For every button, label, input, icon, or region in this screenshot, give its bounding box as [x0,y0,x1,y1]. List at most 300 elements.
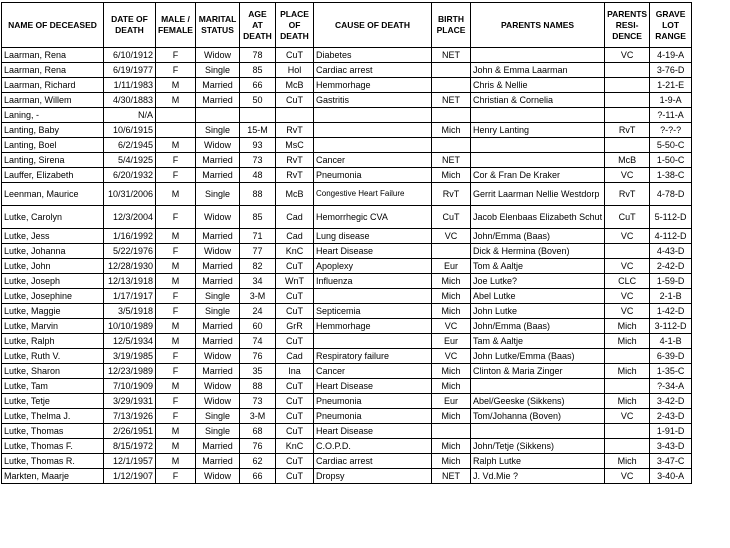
cell-parents [471,153,605,168]
cell-birth: NET [432,153,471,168]
cell-age: 62 [240,454,276,469]
cell-date: 1/16/1992 [104,229,156,244]
cell-age: 34 [240,274,276,289]
cell-birth: NET [432,48,471,63]
header-marital: MARITAL STATUS [196,3,240,48]
cell-residence: Mich [605,394,650,409]
cell-place: CuT [276,93,314,108]
cell-date: N/A [104,108,156,123]
cell-place: McB [276,183,314,206]
cell-marital: Widow [196,48,240,63]
cell-sex [156,123,196,138]
cell-date: 12/1/1957 [104,454,156,469]
cell-grave: 4-1-B [650,334,692,349]
cell-birth: RvT [432,183,471,206]
cell-cause: C.O.P.D. [314,439,432,454]
cell-birth [432,78,471,93]
cell-birth [432,138,471,153]
cell-sex: M [156,138,196,153]
cell-parents [471,379,605,394]
cell-cause [314,123,432,138]
table-row [2,168,692,183]
cell-grave: 4-43-D [650,244,692,259]
cell-marital: Married [196,334,240,349]
cell-place: CuT [276,334,314,349]
cell-cause: Pneumonia [314,394,432,409]
cell-marital: Married [196,439,240,454]
cell-age: 76 [240,439,276,454]
cell-marital: Widow [196,138,240,153]
cell-grave: 2-42-D [650,259,692,274]
cell-residence: VC [605,168,650,183]
cell-residence: Mich [605,319,650,334]
cell-sex: F [156,409,196,424]
cell-cause: Congestive Heart Failure [314,183,432,206]
cell-age: 73 [240,394,276,409]
cell-sex: F [156,289,196,304]
cell-name: Lutke, Thomas R. [2,454,104,469]
cell-name: Lutke, Thelma J. [2,409,104,424]
cell-grave: 1-21-E [650,78,692,93]
cell-date: 2/26/1951 [104,424,156,439]
cell-place: CuT [276,289,314,304]
cell-age: 66 [240,469,276,484]
cell-date: 10/31/2006 [104,183,156,206]
cell-marital [196,108,240,123]
cell-birth: Eur [432,334,471,349]
cell-place: RvT [276,153,314,168]
cell-residence: VC [605,304,650,319]
cell-place: CuT [276,379,314,394]
cell-residence [605,93,650,108]
header-row [2,3,692,48]
cell-place: RvT [276,168,314,183]
cell-marital: Married [196,259,240,274]
cell-residence: CLC [605,274,650,289]
cell-birth: Mich [432,409,471,424]
cell-residence [605,244,650,259]
cell-grave: 1-50-C [650,153,692,168]
table-row [2,394,692,409]
cell-residence [605,349,650,364]
cell-date: 10/6/1915 [104,123,156,138]
cell-sex: M [156,379,196,394]
cell-cause: Dropsy [314,469,432,484]
table-row [2,379,692,394]
table-row [2,469,692,484]
cell-grave: 3-47-C [650,454,692,469]
cell-parents: Jacob Elenbaas Elizabeth Schut [471,206,605,229]
cell-place: Hol [276,63,314,78]
table-row [2,123,692,138]
cell-age: 3-M [240,409,276,424]
cell-birth: Mich [432,304,471,319]
cell-place: RvT [276,123,314,138]
table-row [2,259,692,274]
cell-sex: F [156,394,196,409]
cell-sex: F [156,48,196,63]
header-grave: GRAVE LOT RANGE [650,3,692,48]
cell-residence [605,63,650,78]
cell-grave: 5-112-D [650,206,692,229]
cell-grave: 1-59-D [650,274,692,289]
cell-sex: F [156,469,196,484]
cell-parents: Tom/Johanna (Boven) [471,409,605,424]
header-sex: MALE / FEMALE [156,3,196,48]
cell-date: 7/13/1926 [104,409,156,424]
cell-marital: Single [196,123,240,138]
cell-cause: Apoplexy [314,259,432,274]
cell-name: Lutke, Johanna [2,244,104,259]
cell-age: 88 [240,183,276,206]
cell-age: 66 [240,78,276,93]
cell-cause: Influenza [314,274,432,289]
cell-parents: Tom & Aaltje [471,259,605,274]
cell-age: 82 [240,259,276,274]
cell-cause [314,138,432,153]
cell-age: 77 [240,244,276,259]
cell-birth: NET [432,469,471,484]
cell-birth: Eur [432,394,471,409]
cell-parents [471,48,605,63]
table-row [2,439,692,454]
cell-parents: Clinton & Maria Zinger [471,364,605,379]
cell-sex: F [156,63,196,78]
cell-age: 35 [240,364,276,379]
cell-age: 24 [240,304,276,319]
table-row [2,274,692,289]
cell-birth: Mich [432,168,471,183]
cell-parents: John/Emma (Baas) [471,319,605,334]
cell-marital: Single [196,424,240,439]
cell-age: 74 [240,334,276,349]
cell-marital: Widow [196,244,240,259]
cell-sex: M [156,424,196,439]
cell-residence: CuT [605,206,650,229]
cell-place: CuT [276,259,314,274]
cell-residence: VC [605,409,650,424]
cell-place: WnT [276,274,314,289]
cell-birth: Mich [432,439,471,454]
cell-grave: 6-39-D [650,349,692,364]
cell-age: 85 [240,63,276,78]
cell-cause: Heart Disease [314,244,432,259]
cell-name: Leenman, Maurice [2,183,104,206]
cell-sex: F [156,153,196,168]
cell-residence [605,138,650,153]
cell-sex: M [156,229,196,244]
cell-sex: M [156,78,196,93]
cell-age: 60 [240,319,276,334]
cell-birth: Mich [432,364,471,379]
cell-birth: VC [432,319,471,334]
records-body [2,48,692,484]
cell-grave: 3-40-A [650,469,692,484]
cell-marital: Single [196,183,240,206]
cell-sex: M [156,259,196,274]
table-row [2,93,692,108]
cell-date: 12/28/1930 [104,259,156,274]
cell-grave: 1-38-C [650,168,692,183]
table-row [2,138,692,153]
cell-name: Lutke, Joseph [2,274,104,289]
cell-date: 12/5/1934 [104,334,156,349]
cell-name: Lutke, Ralph [2,334,104,349]
table-row [2,304,692,319]
header-parents: PARENTS NAMES [471,3,605,48]
cell-name: Lanting, Sirena [2,153,104,168]
cell-residence: VC [605,229,650,244]
cell-marital: Married [196,274,240,289]
cell-residence [605,424,650,439]
cell-place: Ina [276,364,314,379]
cell-name: Lauffer, Elizabeth [2,168,104,183]
cell-sex: F [156,168,196,183]
cell-place: Cad [276,229,314,244]
cell-place: KnC [276,439,314,454]
cell-parents: Joe Lutke? [471,274,605,289]
cell-place: KnC [276,244,314,259]
cell-birth: VC [432,349,471,364]
cell-parents [471,108,605,123]
table-row [2,244,692,259]
cell-name: Lutke, Thomas F. [2,439,104,454]
cell-name: Lutke, Marvin [2,319,104,334]
cell-date: 6/20/1932 [104,168,156,183]
table-row [2,349,692,364]
cell-sex: F [156,244,196,259]
cell-marital: Married [196,229,240,244]
cell-sex: F [156,364,196,379]
table-row [2,424,692,439]
cell-marital: Married [196,319,240,334]
cell-marital: Single [196,289,240,304]
cell-date: 1/12/1907 [104,469,156,484]
cell-residence: RvT [605,123,650,138]
cell-residence: VC [605,289,650,304]
cell-grave: 4-19-A [650,48,692,63]
cell-marital: Single [196,304,240,319]
cell-place: Cad [276,349,314,364]
cell-date: 4/30/1883 [104,93,156,108]
cell-grave: 1-9-A [650,93,692,108]
cell-birth [432,424,471,439]
cell-grave: 1-35-C [650,364,692,379]
cell-residence [605,379,650,394]
cell-marital: Married [196,364,240,379]
cell-age: 88 [240,379,276,394]
cell-sex: M [156,334,196,349]
cell-name: Laning, - [2,108,104,123]
cell-date: 10/10/1989 [104,319,156,334]
cell-parents [471,424,605,439]
header-cause: CAUSE OF DEATH [314,3,432,48]
cell-name: Laarman, Rena [2,63,104,78]
cell-grave: 4-78-D [650,183,692,206]
cell-name: Lutke, Ruth V. [2,349,104,364]
cell-age: 85 [240,206,276,229]
cell-age: 3-M [240,289,276,304]
cell-birth: Mich [432,123,471,138]
cell-grave: 1-91-D [650,424,692,439]
cell-cause: Gastritis [314,93,432,108]
cell-name: Lanting, Boel [2,138,104,153]
cell-birth: Mich [432,274,471,289]
cell-grave: ?-34-A [650,379,692,394]
cell-date: 1/11/1983 [104,78,156,93]
cell-cause: Hemorrhegic CVA [314,206,432,229]
cell-cause: Cardiac arrest [314,63,432,78]
cell-name: Lutke, Carolyn [2,206,104,229]
cell-cause: Diabetes [314,48,432,63]
cell-parents: Dick & Hermina (Boven) [471,244,605,259]
cell-cause: Lung disease [314,229,432,244]
cell-date: 5/4/1925 [104,153,156,168]
cell-name: Lutke, Maggie [2,304,104,319]
cell-date: 3/29/1931 [104,394,156,409]
cell-name: Lutke, Sharon [2,364,104,379]
cell-place: MsC [276,138,314,153]
cell-age: 15-M [240,123,276,138]
cell-birth: Mich [432,454,471,469]
cell-sex: M [156,93,196,108]
cell-parents: Henry Lanting [471,123,605,138]
cell-cause: Hemmorhage [314,78,432,93]
cell-date: 5/22/1976 [104,244,156,259]
cell-name: Lutke, Tetje [2,394,104,409]
cell-cause: Hemmorhage [314,319,432,334]
cell-grave: 5-50-C [650,138,692,153]
cell-marital: Widow [196,349,240,364]
cell-residence: Mich [605,334,650,349]
cell-cause: Pneumonia [314,168,432,183]
cell-age: 73 [240,153,276,168]
header-place: PLACE OF DEATH [276,3,314,48]
cell-age: 93 [240,138,276,153]
cell-name: Lutke, John [2,259,104,274]
cell-cause: Respiratory failure [314,349,432,364]
cell-parents: John/Emma (Baas) [471,229,605,244]
cell-cause: Heart Disease [314,379,432,394]
cell-grave: 2-1-B [650,289,692,304]
cell-parents: Cor & Fran De Kraker [471,168,605,183]
cell-date: 12/23/1989 [104,364,156,379]
cell-marital: Married [196,153,240,168]
cell-residence: VC [605,469,650,484]
cell-cause: Pneumonia [314,409,432,424]
cell-marital: Married [196,168,240,183]
cell-birth: CuT [432,206,471,229]
cell-residence: McB [605,153,650,168]
cell-cause [314,289,432,304]
cell-grave: 3-76-D [650,63,692,78]
header-age: AGE AT DEATH [240,3,276,48]
cell-cause [314,108,432,123]
cell-marital: Married [196,93,240,108]
cell-residence: RvT [605,183,650,206]
cell-marital: Married [196,454,240,469]
cell-cause: Heart Disease [314,424,432,439]
cell-residence: VC [605,259,650,274]
cell-grave: ?-?-? [650,123,692,138]
cell-birth [432,244,471,259]
cell-date: 3/19/1985 [104,349,156,364]
table-row [2,183,692,206]
cell-sex: M [156,319,196,334]
header-name: NAME OF DECEASED [2,3,104,48]
cell-age: 50 [240,93,276,108]
cell-name: Lanting, Baby [2,123,104,138]
cell-age [240,108,276,123]
cell-residence [605,78,650,93]
cell-marital: Single [196,63,240,78]
cell-name: Lutke, Jess [2,229,104,244]
cell-place: CuT [276,454,314,469]
header-date: DATE OF DEATH [104,3,156,48]
table-row [2,229,692,244]
cell-parents: John Lutke [471,304,605,319]
cell-parents: John/Tetje (Sikkens) [471,439,605,454]
cell-cause: Septicemia [314,304,432,319]
cell-residence: VC [605,48,650,63]
cell-parents: Ralph Lutke [471,454,605,469]
cell-place: CuT [276,304,314,319]
cell-parents: John & Emma Laarman [471,63,605,78]
cell-grave: 4-112-D [650,229,692,244]
cell-age: 78 [240,48,276,63]
cell-place: CuT [276,424,314,439]
cell-place: CuT [276,409,314,424]
cell-sex [156,108,196,123]
cell-age: 71 [240,229,276,244]
cell-sex: M [156,439,196,454]
cell-sex: M [156,274,196,289]
cell-date: 6/2/1945 [104,138,156,153]
cell-parents: J. Vd.Mie ? [471,469,605,484]
cell-name: Markten, Maarje [2,469,104,484]
cell-cause: Cardiac arrest [314,454,432,469]
cell-name: Laarman, Richard [2,78,104,93]
cell-parents [471,138,605,153]
cell-parents: Christian & Cornelia [471,93,605,108]
table-row [2,319,692,334]
cell-date: 8/15/1972 [104,439,156,454]
cell-residence: Mich [605,454,650,469]
cell-grave: 3-42-D [650,394,692,409]
cell-date: 1/17/1917 [104,289,156,304]
cell-birth: Mich [432,379,471,394]
cell-date: 12/13/1918 [104,274,156,289]
cell-parents: Tam & Aaltje [471,334,605,349]
cell-marital: Widow [196,394,240,409]
cell-date: 12/3/2004 [104,206,156,229]
cell-place: CuT [276,394,314,409]
cell-place: CuT [276,469,314,484]
cell-marital: Single [196,409,240,424]
table-row [2,409,692,424]
cell-place: McB [276,78,314,93]
cell-cause [314,334,432,349]
cell-name: Lutke, Tam [2,379,104,394]
cell-grave: 3-112-D [650,319,692,334]
cell-parents: Chris & Nellie [471,78,605,93]
cell-residence [605,439,650,454]
cell-date: 7/10/1909 [104,379,156,394]
cell-birth: NET [432,93,471,108]
table-row [2,153,692,168]
header-residence: PARENTS RESI-DENCE [605,3,650,48]
cell-parents: Abel/Geeske (Sikkens) [471,394,605,409]
